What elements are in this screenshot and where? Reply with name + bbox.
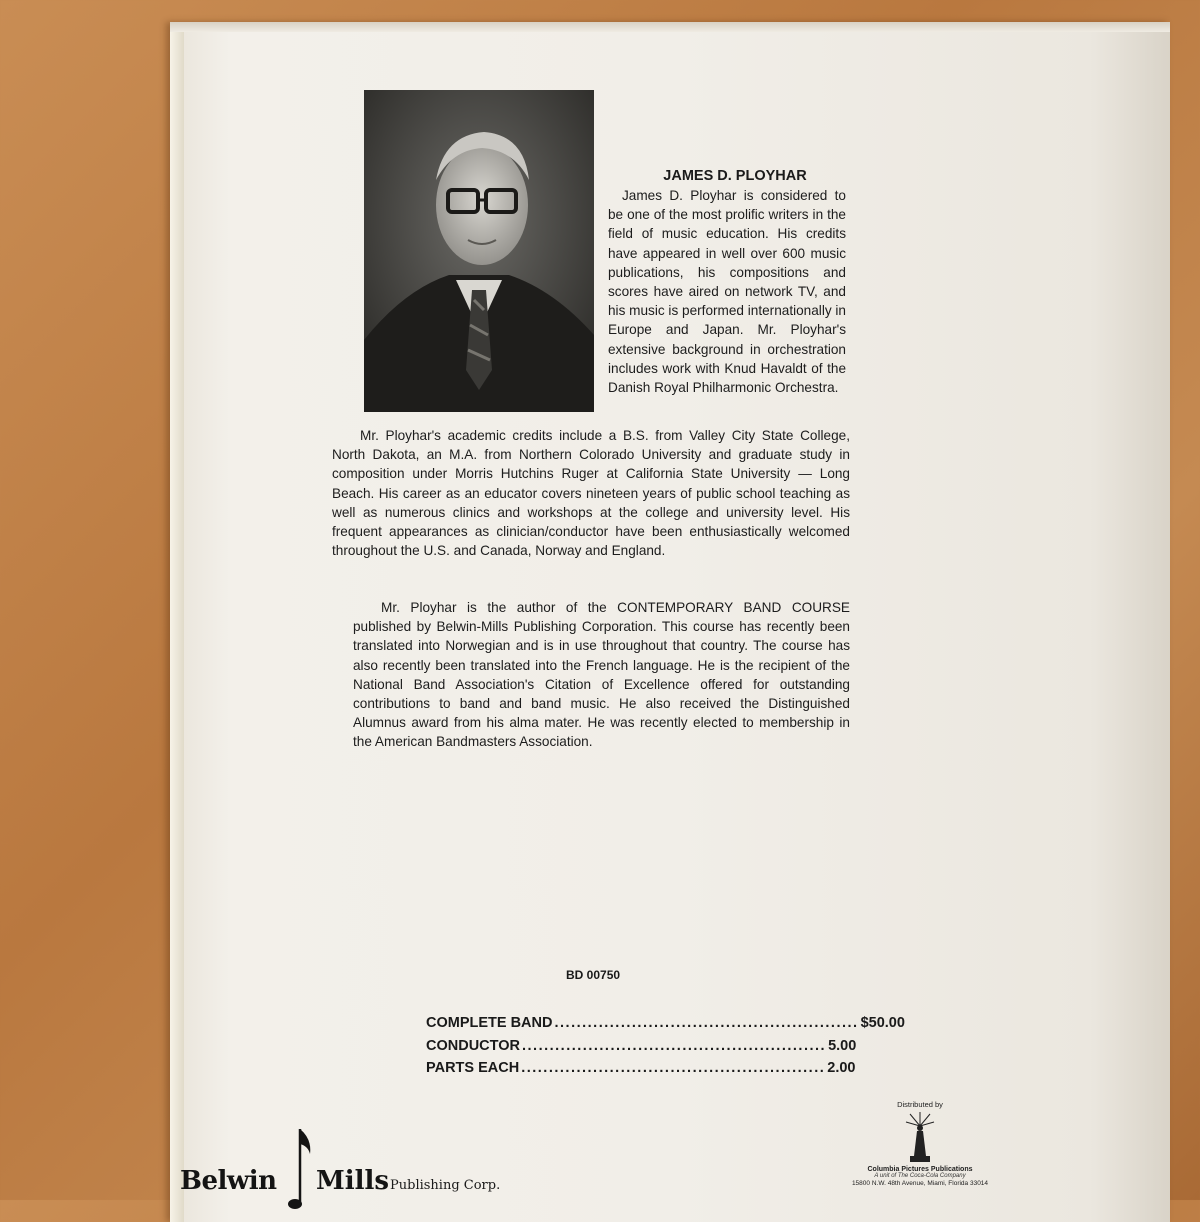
price-row bbox=[426, 1057, 856, 1080]
price-label: PARTS EACH bbox=[426, 1060, 520, 1076]
distributed-by-label: Distributed by bbox=[897, 1100, 943, 1109]
price-value: 2.00 bbox=[827, 1060, 856, 1076]
price-value: $50.00 bbox=[860, 1015, 905, 1031]
belwin-mills-logo bbox=[180, 1120, 520, 1220]
cover-spine-edge bbox=[170, 22, 184, 1222]
book-back-cover bbox=[170, 22, 1170, 1222]
bio-paragraph-2: Mr. Ployhar's academic credits include a B.S. from Valley City State College, North Dakota, an M.A. from Northern Colorado University and graduate study in composition under Morris Hutchins Ruger at California State University — Long Beach. His career as an educator covers nineteen years of public school teaching as well as numerous clinics and workshops at the college and university level. His frequent appearances as clinician/conductor have been enthusiastically welcomed throughout the U.S. and Canada, Norway and England. bbox=[332, 428, 850, 559]
cover-top-edge bbox=[170, 22, 1170, 32]
distributor-name: Columbia Pictures Publications bbox=[867, 1166, 973, 1173]
price-list bbox=[426, 1012, 905, 1080]
distributor-address: 15800 N.W. 48th Avenue, Miami, Florida 33014 bbox=[851, 1180, 989, 1187]
price-row bbox=[426, 1035, 857, 1058]
distributor-block bbox=[820, 1100, 1020, 1187]
price-label: COMPLETE BAND bbox=[426, 1015, 553, 1031]
dot-leader: ....................................................... bbox=[521, 1037, 827, 1054]
price-label: CONDUCTOR bbox=[426, 1037, 520, 1054]
catalog-number: BD 00750 bbox=[566, 968, 621, 982]
publisher-suffix: Publishing Corp. bbox=[390, 1178, 501, 1193]
torch-lady-emblem-icon bbox=[900, 1112, 940, 1164]
distributor-unit: A unit of The Coca-Cola Company bbox=[874, 1173, 966, 1179]
dot-leader: ....................................................... bbox=[521, 1060, 826, 1076]
publisher-word-belwin: Belwin bbox=[180, 1166, 277, 1196]
price-value: 5.00 bbox=[828, 1037, 857, 1054]
dot-leader: ....................................................... bbox=[554, 1015, 859, 1031]
bio-paragraph-3: Mr. Ployhar is the author of the CONTEMPORARY BAND COURSE published by Belwin-Mills Publishing Corporation. This course has recently been translated into Norwegian and is in use throughout that country. The course has also recently been translated into the French language. He is the recipient of the National Band Association's Citation of Excellence offered for outstanding contributions to band and band music. He also received the Distinguished Alumnus award from his alma mater. He was recently elected to membership in the American Bandmasters Association. bbox=[353, 600, 850, 750]
bio-paragraph-1: James D. Ployhar is considered to be one of the most prolific writers in the field of music education. His credits have appeared in well over 600 music publications, his compositions and scores have aired on network TV, and his music is performed internationally in Europe and Japan. Mr. Ployhar's extensive background in orchestration includes work with Knud Havaldt of the Danish Royal Philharmonic Orchestra. bbox=[608, 188, 846, 396]
author-heading: JAMES D. PLOYHAR bbox=[663, 168, 807, 184]
price-row bbox=[426, 1012, 905, 1035]
music-note-icon bbox=[288, 1124, 318, 1214]
publisher-word-mills: Mills bbox=[316, 1166, 390, 1196]
author-portrait-photo bbox=[364, 90, 594, 412]
